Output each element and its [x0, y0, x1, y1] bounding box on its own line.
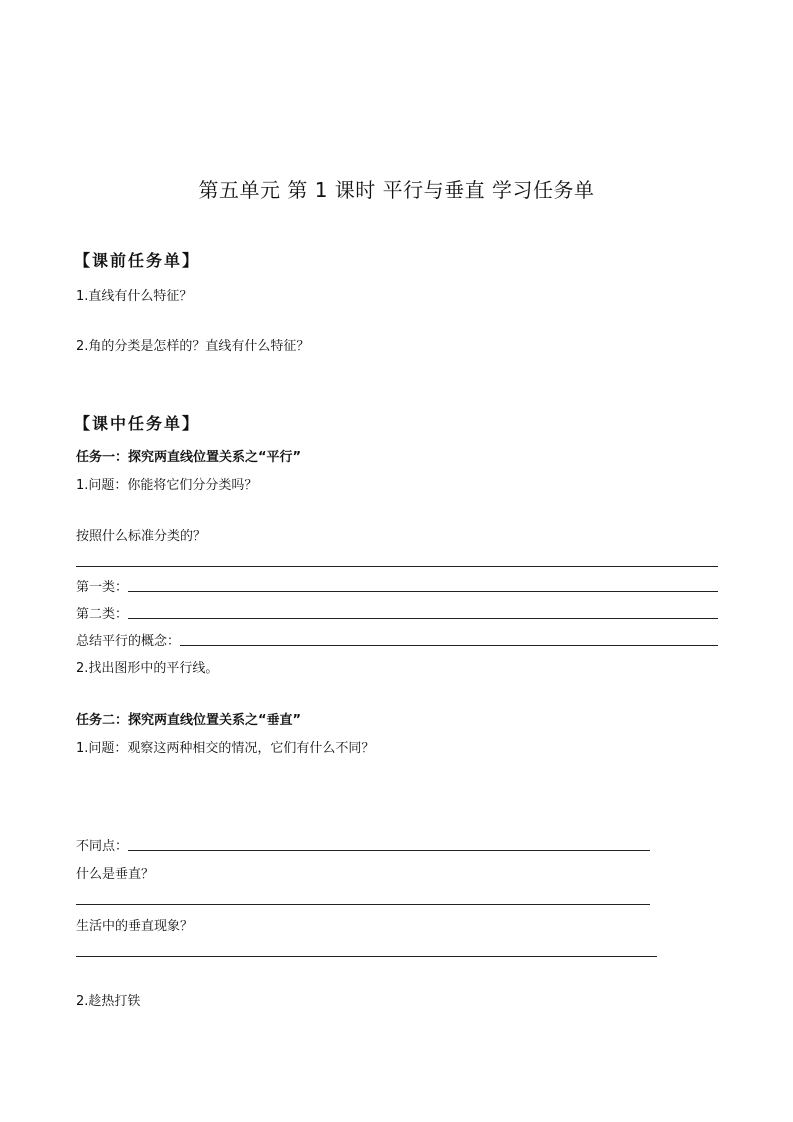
task1-title: 任务一：探究两直线位置关系之“平行”: [76, 450, 302, 465]
in-class-heading: 【课中任务单】: [74, 414, 201, 433]
summary-answer-line[interactable]: [180, 644, 718, 646]
difference-answer-line[interactable]: [128, 849, 650, 851]
class2-answer-line[interactable]: [128, 617, 718, 619]
class1-label: 第一类：: [76, 580, 129, 595]
summary-label: 总结平行的概念：: [76, 634, 181, 649]
answer-line-life[interactable]: [76, 956, 657, 957]
pre-class-question-1: 1.直线有什么特征？: [76, 289, 193, 304]
life-examples-question: 生活中的垂直现象？: [76, 919, 194, 934]
task1-question-1: 1.问题：你能将它们分分类吗？: [76, 478, 258, 493]
page-title: 第五单元 第 1 课时 平行与垂直 学习任务单: [198, 178, 595, 202]
task1-question-2: 2.找出图形中的平行线。: [76, 661, 219, 676]
class1-row: [76, 576, 718, 595]
difference-label: 不同点：: [76, 839, 129, 854]
task2-question-1: 1.问题：观察这两种相交的情况，它们有什么不同？: [76, 741, 375, 756]
class2-row: [76, 603, 718, 622]
summary-row: [76, 630, 718, 649]
difference-row: [76, 835, 650, 854]
what-is-perpendicular-question: 什么是垂直？: [76, 867, 155, 882]
class2-label: 第二类：: [76, 607, 129, 622]
pre-class-heading: 【课前任务单】: [74, 251, 201, 270]
task2-title: 任务二：探究两直线位置关系之“垂直”: [76, 713, 302, 728]
answer-line-what-is[interactable]: [76, 904, 650, 905]
answer-line-standard[interactable]: [76, 566, 718, 567]
pre-class-question-2: 2.角的分类是怎样的？直线有什么特征？: [76, 339, 310, 354]
task1-standard-question: 按照什么标准分类的？: [76, 529, 207, 544]
task2-question-2: 2.趁热打铁: [76, 994, 141, 1009]
class1-answer-line[interactable]: [128, 590, 718, 592]
